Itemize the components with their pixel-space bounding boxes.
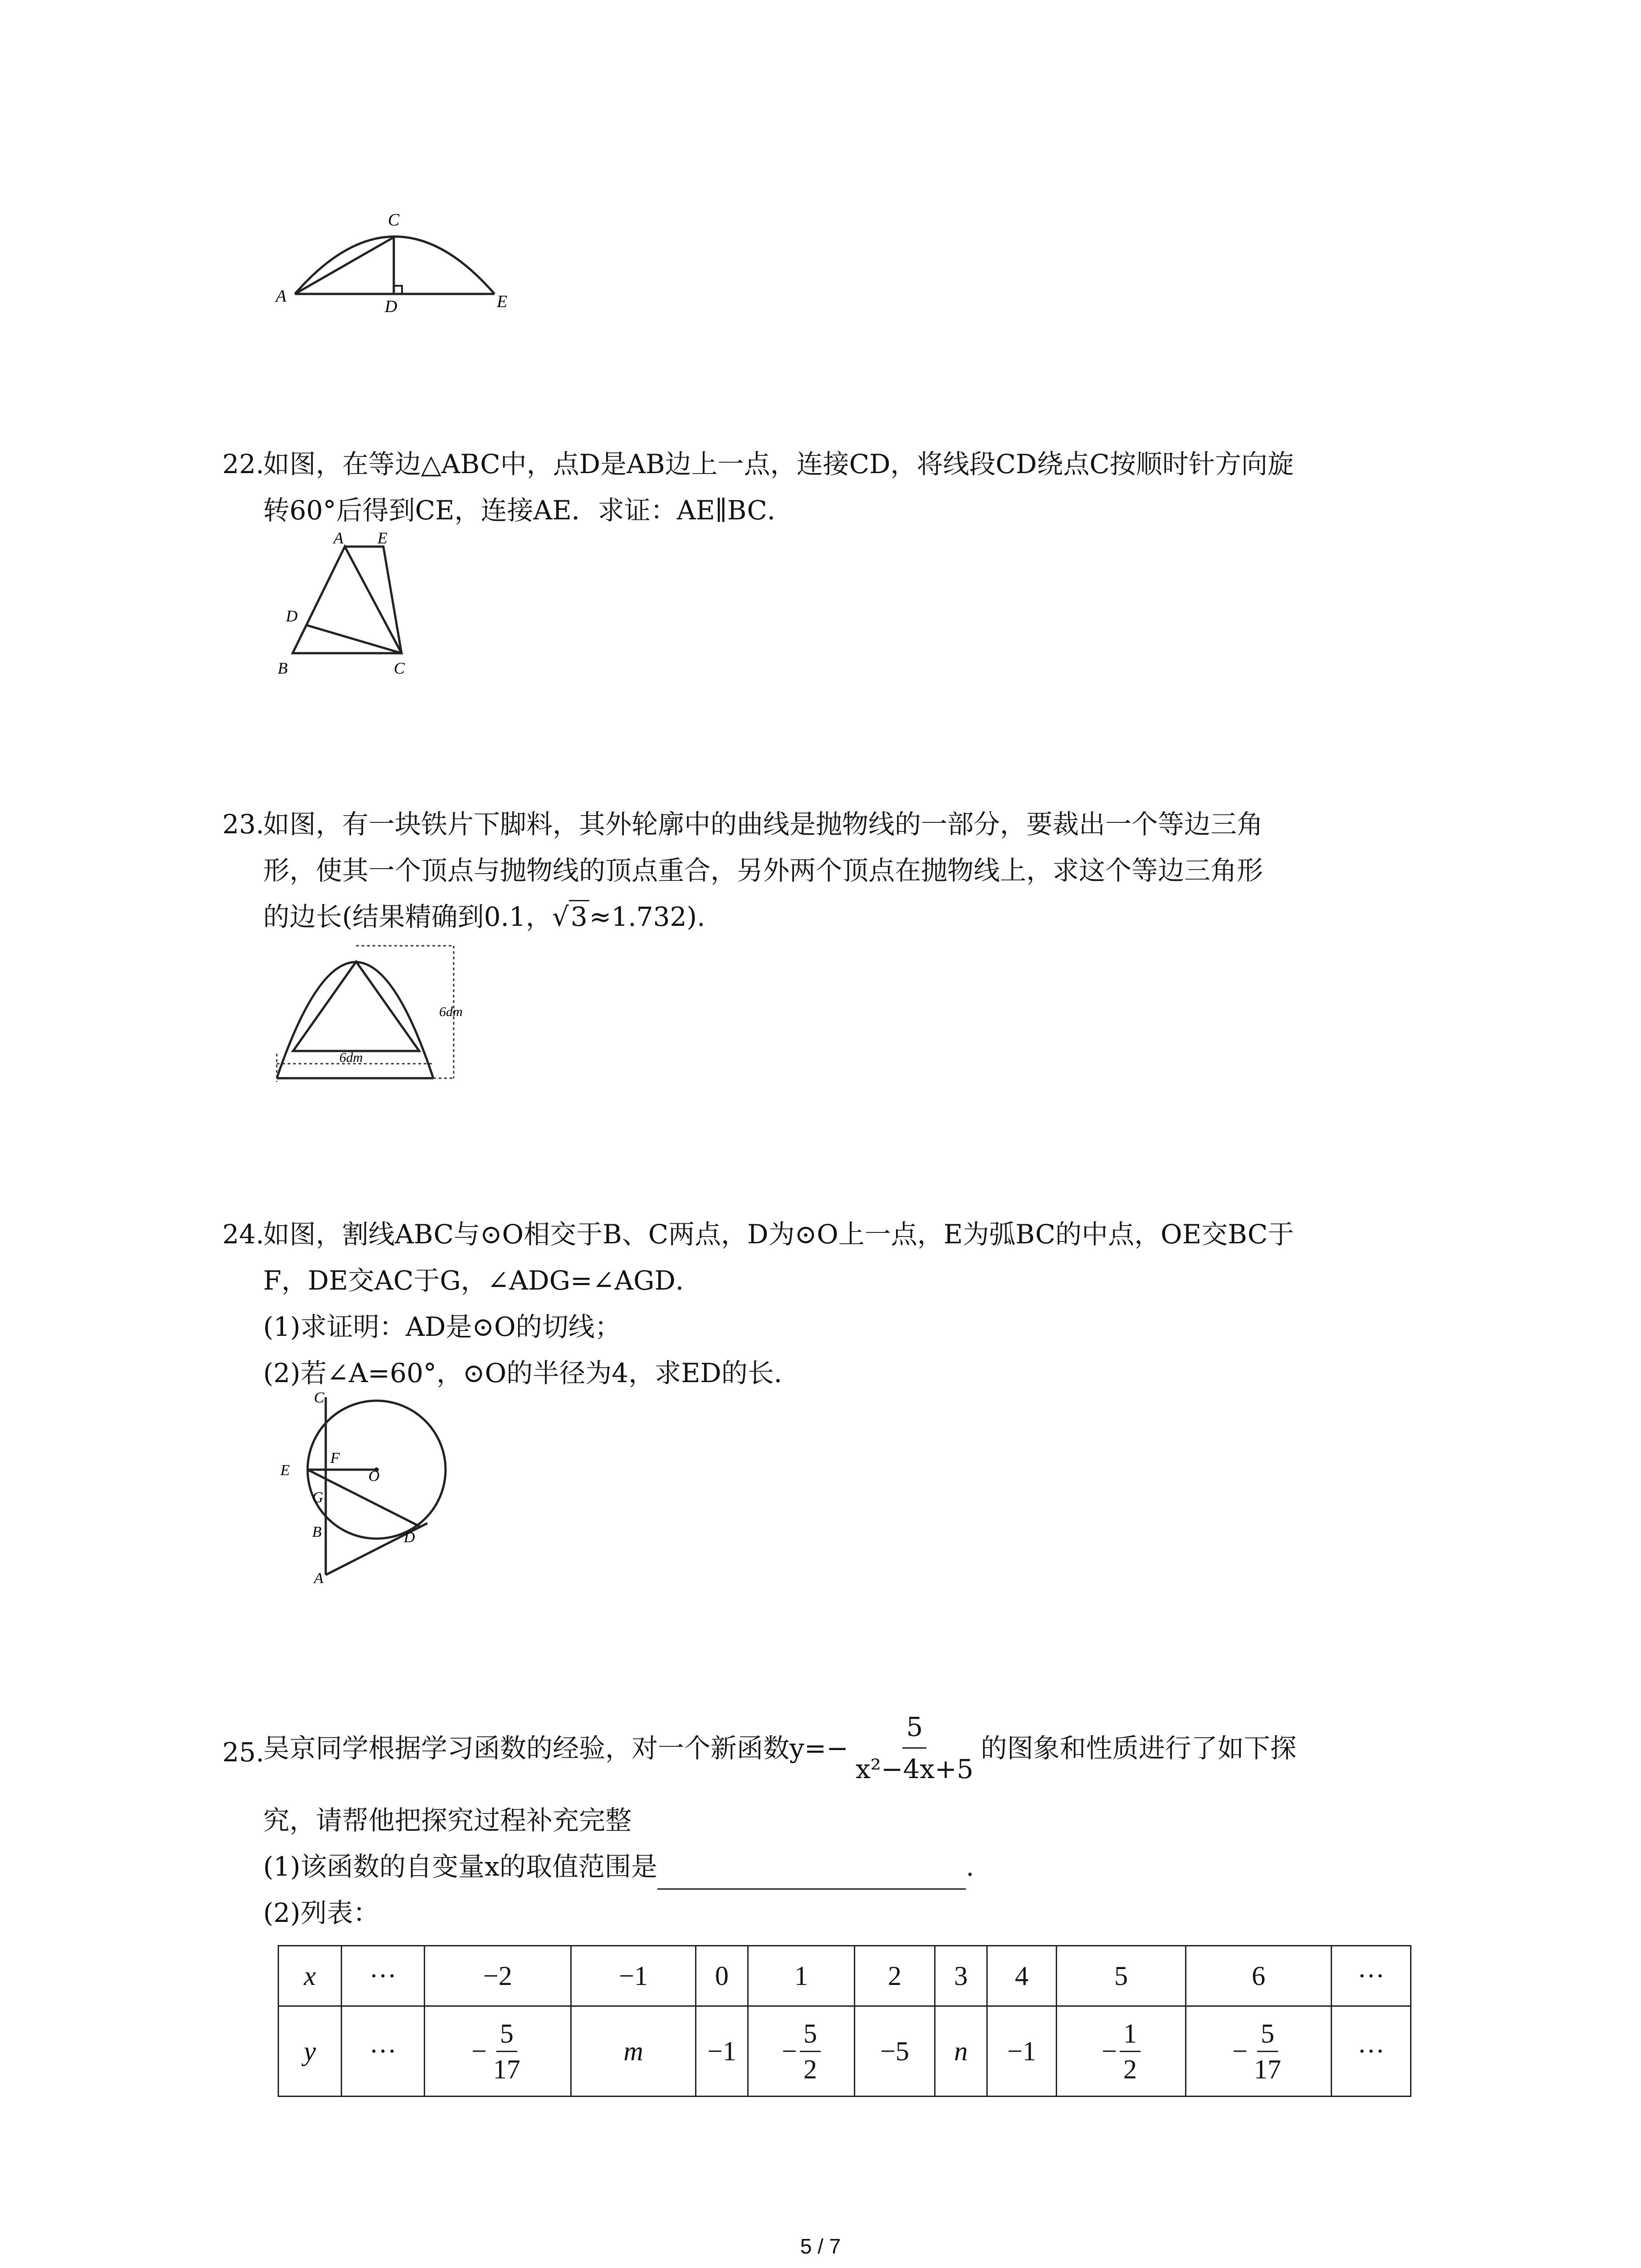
question-text-line: 的边长(结果精确到0.1，√3≈1.732). [263, 894, 705, 940]
table-row-y [279, 2006, 1411, 2097]
question-number: 22. [222, 449, 265, 479]
label-o: O [368, 1468, 380, 1485]
table-cell-y [1332, 2006, 1411, 2097]
table-cell-y [571, 2006, 696, 2097]
question-number: 23. [222, 809, 265, 840]
cell-value: −1 [707, 2036, 736, 2066]
label-d: D [286, 607, 298, 625]
width-label: 6dm [339, 1050, 363, 1065]
fraction [1250, 2016, 1285, 2087]
cell-value: m [623, 2036, 643, 2066]
table-cell-y [342, 2006, 425, 2097]
table-cell-y [987, 2006, 1057, 2097]
label-e: E [497, 292, 508, 311]
question-22 [222, 441, 1447, 536]
answer-blank[interactable] [657, 1861, 966, 1890]
figure-triangle-abc [272, 526, 417, 680]
fraction [1120, 2016, 1141, 2087]
cell-value: ··· [1357, 2036, 1385, 2066]
label-c: C [314, 1389, 324, 1406]
table-cell-y [935, 2006, 987, 2097]
label-c: C [388, 210, 400, 230]
cell-value: n [954, 2036, 968, 2066]
fraction-denominator: 2 [1123, 2054, 1137, 2084]
question-text-line: 吴京同学根据学习函数的经验，对一个新函数y=− $\frac{5}{\text{x²−4x+5}}$ 的图象和性质进行了如下探 [263, 1706, 1297, 1789]
fraction-numerator: 5 [1257, 2016, 1278, 2052]
page-number: 5 / 7 [800, 2234, 841, 2258]
label-g: G [312, 1489, 323, 1506]
question-text-line: (1)该函数的自变量x的取值范围是 . [263, 1843, 974, 1890]
minus-sign: − [1232, 2036, 1248, 2066]
question-number: 24. [222, 1219, 265, 1250]
table-cell-x: −2 [425, 1946, 571, 2006]
table-cell-y [1186, 2006, 1332, 2097]
label-a: A [276, 287, 287, 306]
label-e: E [280, 1462, 290, 1479]
question-text-line: (1)求证明：AD是⊙O的切线； [263, 1311, 621, 1342]
table-cell-x: 2 [855, 1946, 935, 2006]
label-d: D [385, 297, 397, 316]
label-e: E [377, 529, 387, 547]
question-text-line: 如图，割线ABC与⊙O相交于B、C两点，D为⊙O上一点，E为弧BC的中点，OE交BC于 [263, 1219, 1294, 1250]
minus-sign: − [782, 2036, 797, 2066]
row-header-x: x [279, 1946, 342, 2006]
table-cell-x: 3 [935, 1946, 987, 2006]
table-cell-y [855, 2006, 935, 2097]
fraction-denominator: 17 [493, 2054, 520, 2084]
label-b: B [278, 659, 288, 677]
sqrt-radicand: 3 [569, 900, 589, 932]
label-c: C [394, 659, 405, 677]
table-cell-x: ··· [342, 1946, 425, 2006]
fraction-denominator: 2 [803, 2054, 817, 2084]
value-table [278, 1945, 1411, 2097]
cell-value: −1 [1007, 2036, 1036, 2066]
question-text-line: (2)列表： [263, 1897, 380, 1928]
question-25 [222, 1711, 1447, 1947]
table-cell-y [696, 2006, 748, 2097]
table-cell-x: 6 [1186, 1946, 1332, 2006]
function-fraction: $\frac{5}{\text{x²−4x+5}}$ [852, 1706, 977, 1789]
question-23 [222, 801, 1447, 942]
cell-value: −5 [880, 2036, 909, 2066]
minus-sign: − [1102, 2036, 1117, 2066]
table-cell-x: 4 [987, 1946, 1057, 2006]
question-text-line: 转60°后得到CE，连接AE．求证：AE∥BC． [263, 495, 794, 526]
label-d: D [404, 1529, 415, 1546]
table-cell-x: ··· [1332, 1946, 1411, 2006]
figure-parabola-sheet [272, 932, 490, 1086]
question-text-line: (2)若∠A=60°，⊙O的半径为4，求ED的长． [263, 1358, 800, 1388]
row-header-y: y [279, 2006, 342, 2097]
table-cell-y [748, 2006, 855, 2097]
label-a: A [314, 1570, 323, 1587]
figure-arc-acde [272, 206, 526, 320]
question-text-line: 如图，在等边△ABC中，点D是AB边上一点，连接CD，将线段CD绕点C按顺时针方向旋 [263, 449, 1294, 479]
fraction-numerator: 5 [800, 2016, 821, 2052]
fraction [800, 2016, 821, 2087]
question-24 [222, 1211, 1447, 1402]
label-a: A [333, 529, 343, 547]
fraction-numerator: 1 [1120, 2016, 1141, 2052]
table-cell-x: −1 [571, 1946, 696, 2006]
label-f: F [330, 1450, 340, 1466]
fraction-numerator: 5 [496, 2016, 517, 2052]
minus-sign: − [471, 2036, 487, 2066]
question-text-line: F，DE交AC于G，∠ADG=∠AGD． [263, 1265, 702, 1296]
table-cell-y [1057, 2006, 1186, 2097]
table-cell-y [425, 2006, 571, 2097]
cell-value: ··· [369, 2036, 397, 2066]
question-number: 25. [222, 1737, 265, 1768]
question-text-line: 究，请帮他把探究过程补充完整 [263, 1805, 632, 1836]
table-cell-x: 0 [696, 1946, 748, 2006]
sqrt-symbol: √ [552, 901, 569, 932]
fraction [490, 2016, 524, 2087]
question-text-line: 如图，有一块铁片下脚料，其外轮廓中的曲线是抛物线的一部分，要裁出一个等边三角 [263, 809, 1264, 840]
table-cell-x: 1 [748, 1946, 855, 2006]
label-b: B [312, 1524, 322, 1540]
fraction-denominator: 17 [1254, 2054, 1281, 2084]
height-label: 6dm [439, 1004, 463, 1019]
question-text-line: 形，使其一个顶点与抛物线的顶点重合，另外两个顶点在抛物线上，求这个等边三角形 [263, 855, 1264, 886]
figure-circle-tangent [272, 1388, 472, 1597]
table-cell-x: 5 [1057, 1946, 1186, 2006]
table-row-x [279, 1946, 1411, 2006]
